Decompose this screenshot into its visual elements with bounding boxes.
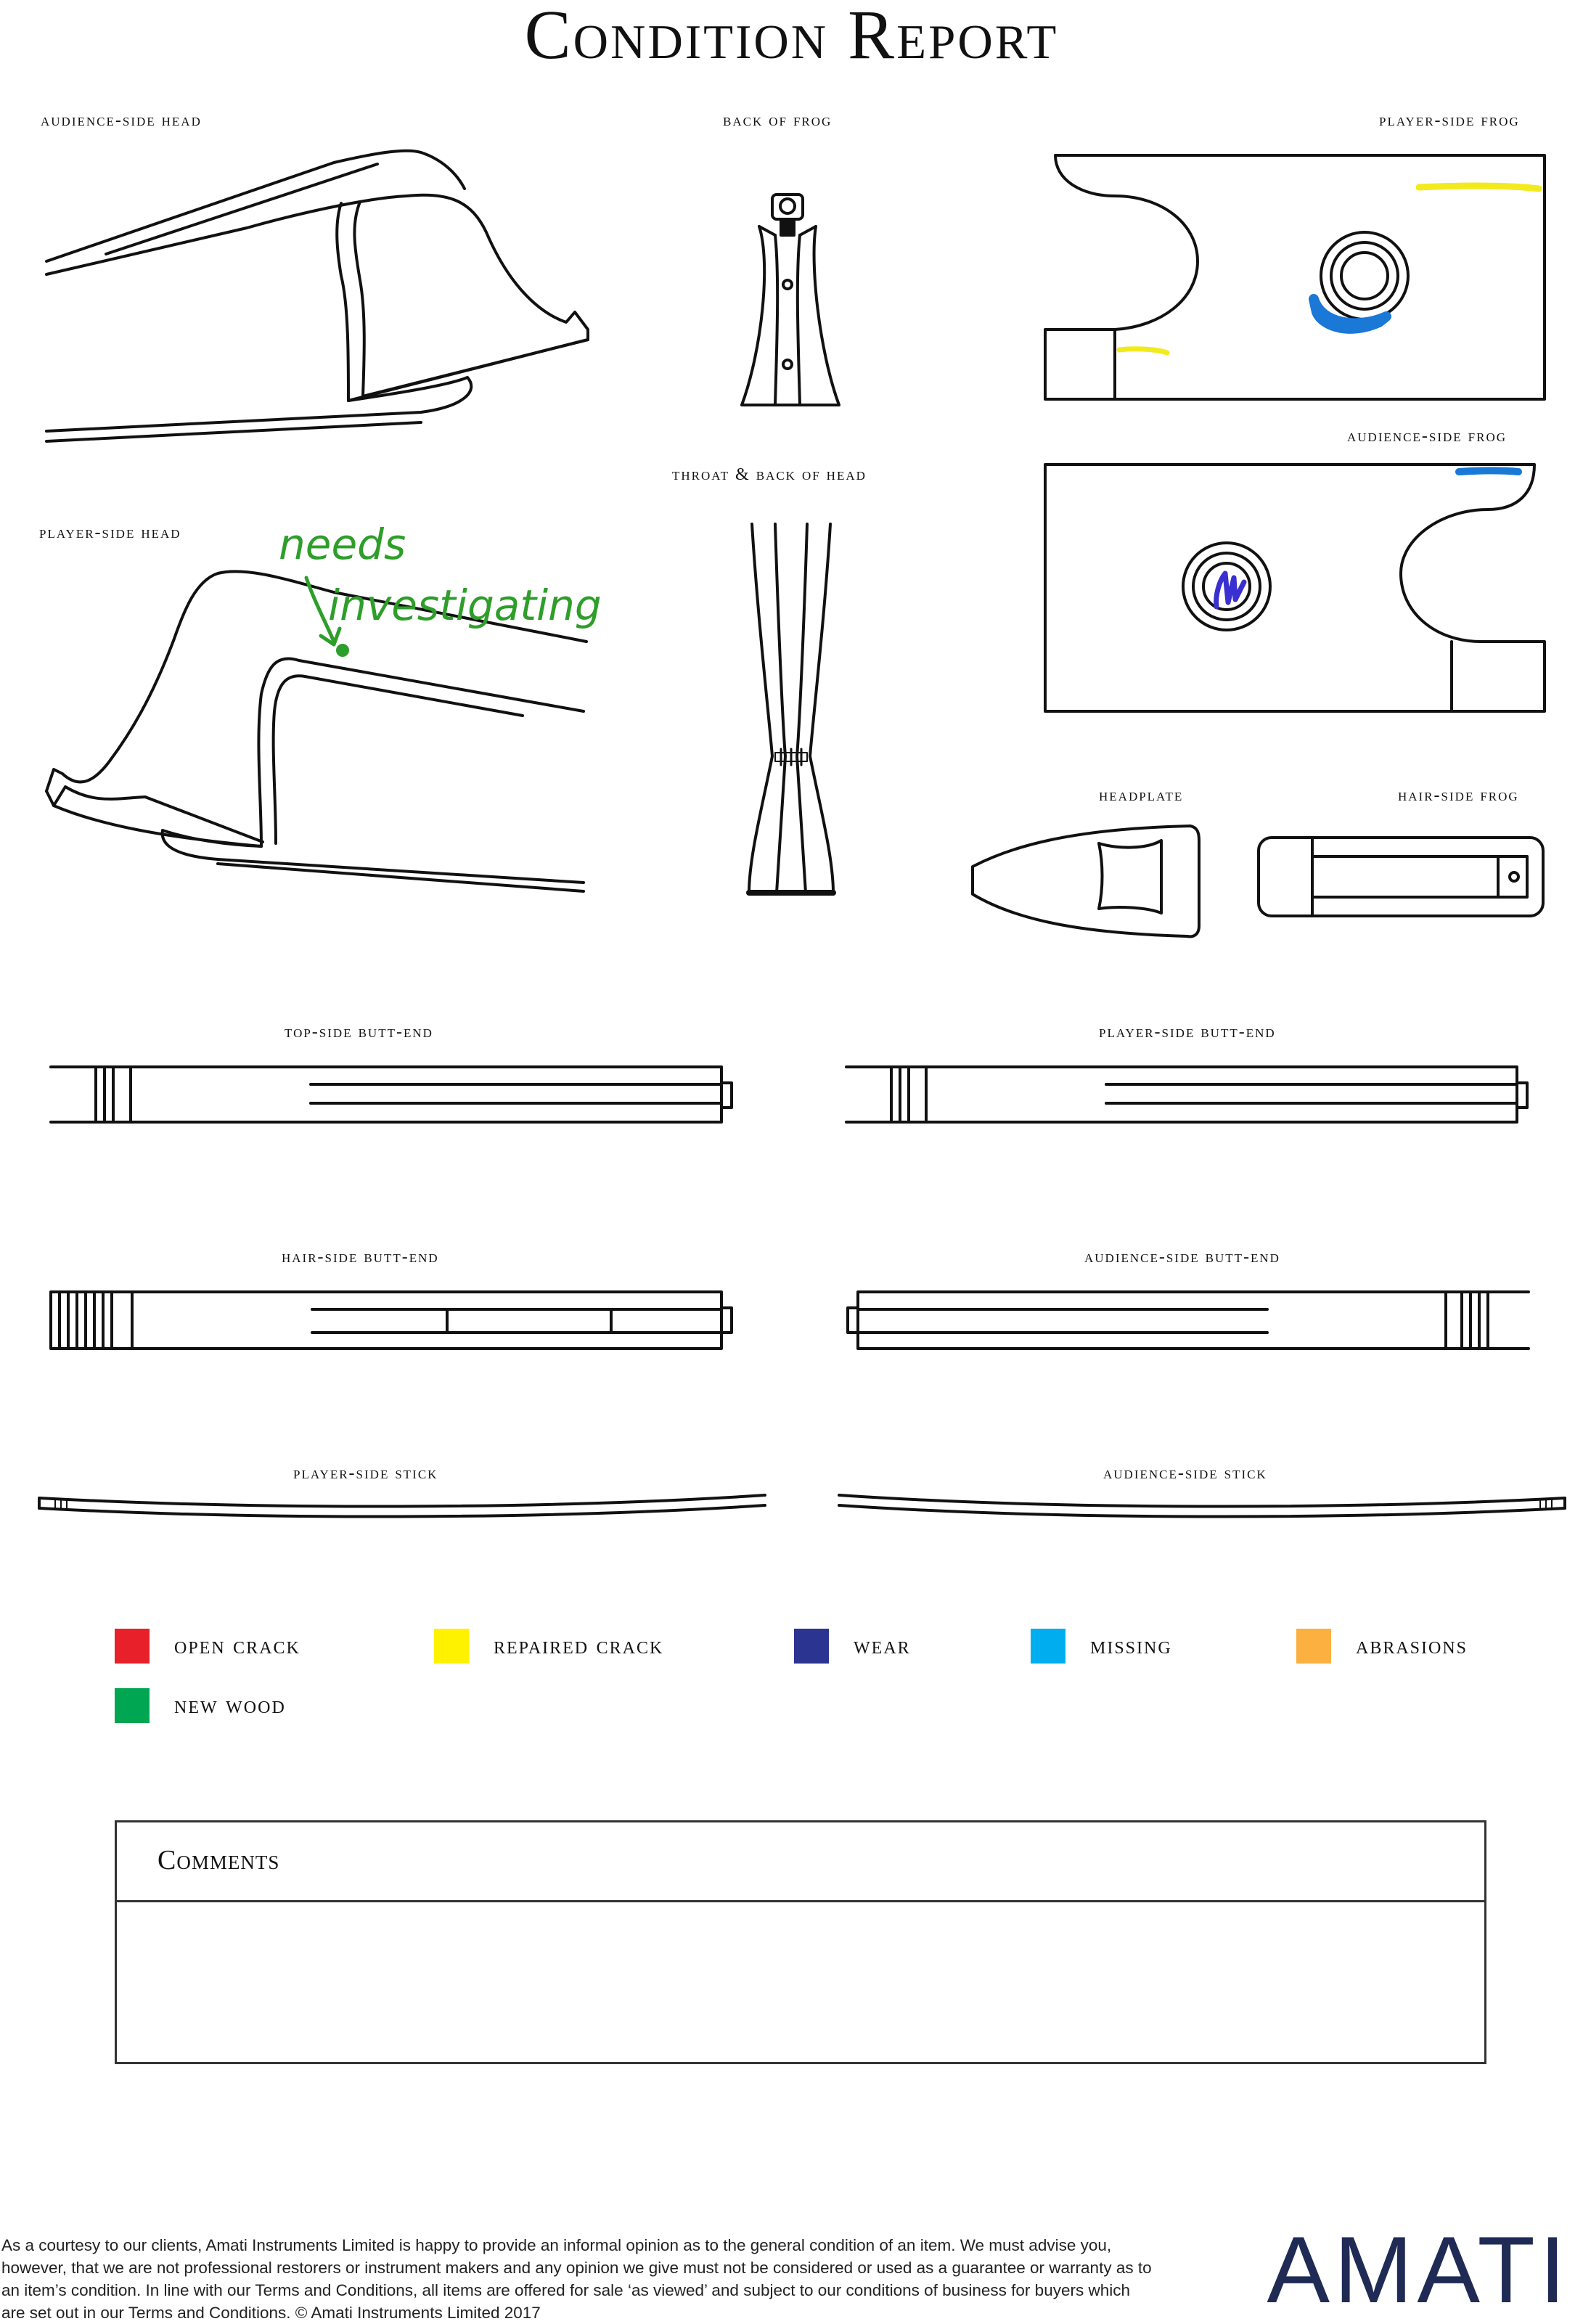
label-player-side-frog: player-side frog [1379,111,1520,130]
amati-logo: AMATI [1267,2217,1570,2323]
label-audience-side-stick: audience-side stick [1103,1464,1267,1483]
legend-open-crack [115,1629,300,1664]
label-player-side-head: player-side head [39,523,181,542]
legend-swatch [434,1629,469,1664]
legend-label: repaired crack [494,1632,664,1659]
throat-back-of-head-diagram [740,517,842,901]
legend-wear [794,1629,911,1664]
legend-repaired-crack [434,1629,663,1664]
comments-field[interactable] [117,1902,1484,2062]
page-title: Condition Report [524,0,1059,73]
legend-swatch [1031,1629,1065,1664]
legend-label: wear [854,1632,911,1659]
hair-side-butt-end-diagram [44,1282,740,1362]
label-back-of-frog: back of frog [723,111,833,130]
legend-new-wood [115,1688,286,1723]
label-audience-side-butt-end: audience-side butt-end [1084,1248,1280,1267]
legend-swatch [115,1629,150,1664]
legend-label: abrasions [1356,1632,1468,1659]
label-player-side-butt-end: player-side butt-end [1099,1023,1276,1042]
player-side-frog-diagram [1038,145,1546,406]
top-side-butt-end-diagram [44,1057,740,1129]
comments-header [117,1822,1484,1902]
label-throat-back-of-head: throat & back of head [672,465,867,484]
label-hair-side-frog: hair-side frog [1398,786,1519,805]
comments-box [115,1820,1486,2064]
label-audience-side-head: audience-side head [41,111,202,130]
audience-side-frog-diagram [1038,457,1560,719]
hair-side-frog-diagram [1251,830,1549,925]
label-player-side-stick: player-side stick [293,1464,438,1483]
handwritten-note-line1: needs [279,520,406,569]
label-audience-side-frog: audience-side frog [1347,427,1507,446]
comments-title: Comments [158,1845,280,1875]
player-side-butt-end-diagram [839,1057,1536,1129]
player-side-stick-diagram [36,1488,777,1524]
legend-label: open crack [174,1632,300,1659]
handwritten-note-line2: investigating [328,581,602,630]
headplate-diagram [965,819,1212,942]
legend-label: new wood [174,1692,286,1719]
label-hair-side-butt-end: hair-side butt-end [282,1248,439,1267]
legend-label: missing [1090,1632,1172,1659]
legend-swatch [1296,1629,1331,1664]
legend-swatch [794,1629,829,1664]
annotation-arrow-icon [299,570,357,658]
audience-side-head-diagram [29,138,639,443]
legend-abrasions [1296,1629,1468,1664]
disclaimer-text: As a courtesy to our clients, Amati Instruments Limited is happy to provide an informal opinion as to the general condition of an item. We must advise you, however, that we are not professional restorers or instrument makers and any opinion we give must not be considered or used as a guarantee or warranty as to an item’s condition. In line with our Terms and Conditions, all items are offered for sale ‘as viewed’ and subject to our conditions of business for buyers which are set out in our Terms and Conditions. © Amati Instruments Limited 2017 [1,2236,1152,2322]
legend-swatch [115,1688,150,1723]
label-headplate: headplate [1099,786,1184,805]
legend-missing [1031,1629,1172,1664]
audience-side-butt-end-diagram [839,1282,1536,1362]
label-top-side-butt-end: top-side butt-end [285,1023,433,1042]
audience-side-stick-diagram [836,1488,1576,1524]
back-of-frog-diagram [733,190,849,415]
